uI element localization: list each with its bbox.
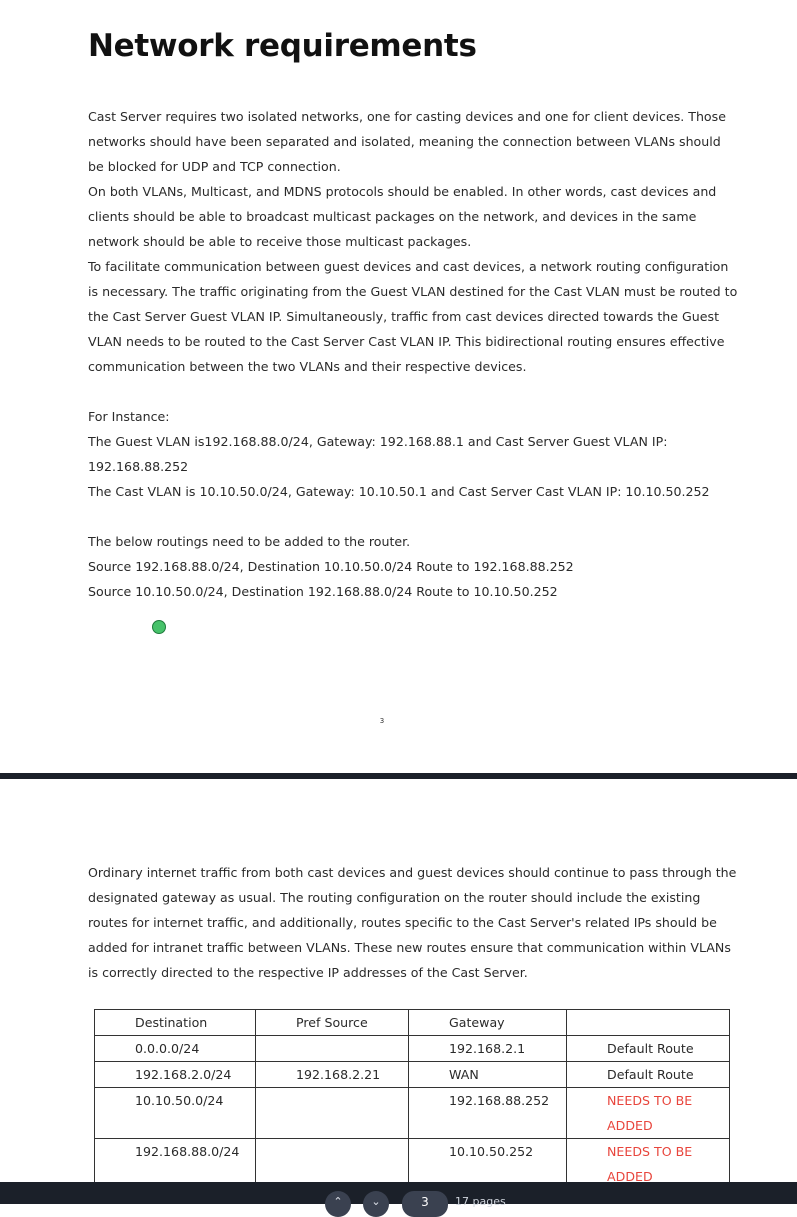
- table-cell: Default Route: [567, 1062, 730, 1088]
- page-navigation-bar: [0, 1182, 797, 1209]
- column-header-destination: Destination: [95, 1010, 256, 1036]
- text-line: added for intranet traffic between VLANs. These new routes ensure that communication within VLANs: [88, 940, 731, 955]
- text-line: The below routings need to be added to the router.: [88, 534, 411, 549]
- text-line: Ordinary internet traffic from both cast devices and guest devices should continue to pass through the: [88, 865, 737, 880]
- text-line: 192.168.88.252: [88, 459, 189, 474]
- table-row: [95, 1088, 730, 1139]
- table-cell: 192.168.2.0/24: [95, 1062, 256, 1088]
- green-dot-marker: [152, 620, 166, 634]
- text-line: network should be able to receive those multicast packages.: [88, 234, 472, 249]
- table-cell: 10.10.50.252: [409, 1139, 567, 1183]
- text-line: clients should be able to broadcast multicast packages on the network, and devices in the same: [88, 209, 697, 224]
- total-pages-label: 17 pages: [455, 1195, 506, 1208]
- text-line: VLAN needs to be routed to the Cast Server Cast VLAN IP. This bidirectional routing ensures effective: [88, 334, 725, 349]
- page-title: Network requirements: [88, 28, 477, 64]
- table-cell: Default Route: [567, 1036, 730, 1062]
- text-line: On both VLANs, Multicast, and MDNS protocols should be enabled. In other words, cast devices and: [88, 184, 717, 199]
- column-header-gateway: Gateway: [409, 1010, 567, 1036]
- routing-table: [94, 1009, 730, 1182]
- next-page-button[interactable]: [363, 1191, 389, 1217]
- column-header-pref-source: Pref Source: [256, 1010, 409, 1036]
- needs-to-be-added-cell: NEEDS TO BE ADDED: [567, 1088, 730, 1139]
- text-line: The Guest VLAN is192.168.88.0/24, Gateway: 192.168.88.1 and Cast Server Guest VLAN IP:: [88, 434, 668, 449]
- routing-paragraph: [88, 529, 738, 604]
- table-row: [95, 1139, 730, 1183]
- text-line: routes for internet traffic, and additionally, routes specific to the Cast Server's related IPs should be: [88, 915, 717, 930]
- table-cell: 192.168.2.1: [409, 1036, 567, 1062]
- text-line: the Cast Server Guest VLAN IP. Simultaneously, traffic from cast devices directed towards the Guest: [88, 309, 720, 324]
- text-line: The Cast VLAN is 10.10.50.0/24, Gateway: 10.10.50.1 and Cast Server Cast VLAN IP: 10.10.50.252: [88, 484, 710, 499]
- document-page-4: [0, 779, 797, 1182]
- chevron-up-icon: ⌃: [333, 1195, 343, 1208]
- example-paragraph: [88, 404, 738, 504]
- page-number: 3: [379, 717, 385, 725]
- table-cell: 192.168.88.0/24: [95, 1139, 256, 1183]
- text-line: communication between the two VLANs and their respective devices.: [88, 359, 527, 374]
- traffic-paragraph: [88, 860, 738, 985]
- text-line: networks should have been separated and isolated, meaning the connection between VLANs should: [88, 134, 721, 149]
- table-row: [95, 1036, 730, 1062]
- intro-paragraph: [88, 104, 738, 379]
- column-header-note: [567, 1010, 730, 1036]
- text-line: Source 10.10.50.0/24, Destination 192.168.88.0/24 Route to 10.10.50.252: [88, 584, 558, 599]
- text-line: is correctly directed to the respective IP addresses of the Cast Server.: [88, 965, 528, 980]
- current-page-input[interactable]: 3: [402, 1191, 448, 1217]
- table-row: [95, 1062, 730, 1088]
- table-cell: WAN: [409, 1062, 567, 1088]
- text-line: is necessary. The traffic originating from the Guest VLAN destined for the Cast VLAN must be routed to: [88, 284, 738, 299]
- table-cell: 0.0.0.0/24: [95, 1036, 256, 1062]
- text-line: Source 192.168.88.0/24, Destination 10.10.50.0/24 Route to 192.168.88.252: [88, 559, 574, 574]
- text-line: designated gateway as usual. The routing configuration on the router should include the existing: [88, 890, 701, 905]
- table-cell: [256, 1139, 409, 1183]
- table-cell: 192.168.2.21: [256, 1062, 409, 1088]
- text-line: be blocked for UDP and TCP connection.: [88, 159, 341, 174]
- table-header-row: [95, 1010, 730, 1036]
- text-line: For Instance:: [88, 409, 170, 424]
- previous-page-button[interactable]: [325, 1191, 351, 1217]
- needs-to-be-added-cell: NEEDS TO BE ADDED: [567, 1139, 730, 1183]
- table-cell: 192.168.88.252: [409, 1088, 567, 1139]
- text-line: Cast Server requires two isolated networks, one for casting devices and one for client devices. Those: [88, 109, 726, 124]
- text-line: To facilitate communication between guest devices and cast devices, a network routing configuration: [88, 259, 729, 274]
- table-cell: 10.10.50.0/24: [95, 1088, 256, 1139]
- table-cell: [256, 1036, 409, 1062]
- table-cell: [256, 1088, 409, 1139]
- chevron-down-icon: ⌄: [371, 1195, 381, 1208]
